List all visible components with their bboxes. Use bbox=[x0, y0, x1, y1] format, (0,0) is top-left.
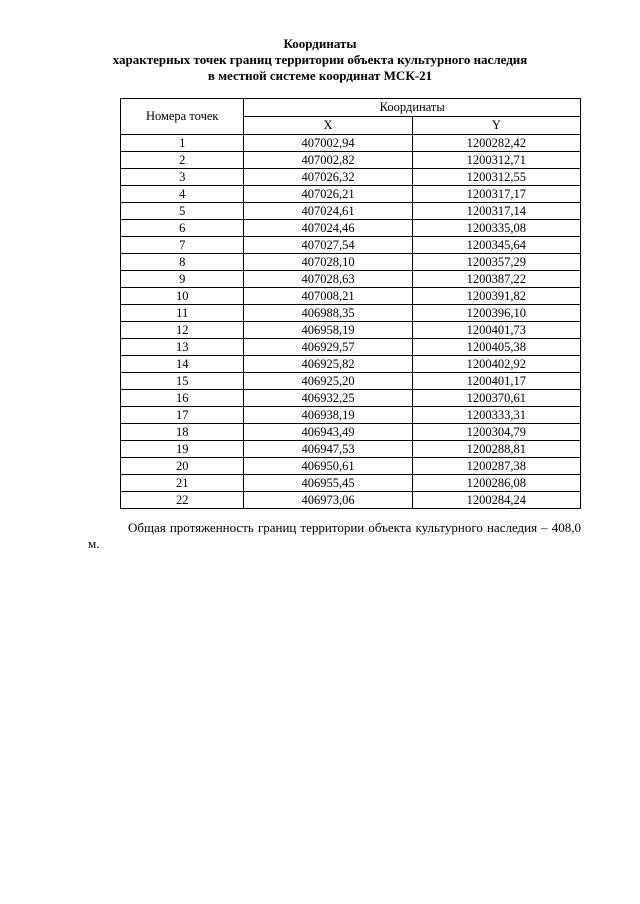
x-coordinate-cell: 406947,53 bbox=[244, 441, 412, 458]
x-coordinate-cell: 406973,06 bbox=[244, 492, 412, 509]
point-number-cell: 14 bbox=[121, 356, 244, 373]
x-coordinate-cell: 407024,61 bbox=[244, 203, 412, 220]
x-coordinate-cell: 406950,61 bbox=[244, 458, 412, 475]
y-coordinate-cell: 1200287,38 bbox=[412, 458, 580, 475]
point-number-cell: 6 bbox=[121, 220, 244, 237]
y-coordinate-cell: 1200401,17 bbox=[412, 373, 580, 390]
x-coordinate-cell: 407028,63 bbox=[244, 271, 412, 288]
table-row bbox=[121, 271, 581, 288]
point-number-cell: 9 bbox=[121, 271, 244, 288]
header-coordinates: Координаты bbox=[244, 99, 581, 117]
header-x: X bbox=[244, 117, 412, 135]
y-coordinate-cell: 1200391,82 bbox=[412, 288, 580, 305]
y-coordinate-cell: 1200396,10 bbox=[412, 305, 580, 322]
table-row bbox=[121, 441, 581, 458]
y-coordinate-cell: 1200317,14 bbox=[412, 203, 580, 220]
table-row bbox=[121, 203, 581, 220]
table-row bbox=[121, 152, 581, 169]
y-coordinate-cell: 1200357,29 bbox=[412, 254, 580, 271]
point-number-cell: 5 bbox=[121, 203, 244, 220]
y-coordinate-cell: 1200405,38 bbox=[412, 339, 580, 356]
table-row bbox=[121, 169, 581, 186]
table-row bbox=[121, 186, 581, 203]
x-coordinate-cell: 407026,21 bbox=[244, 186, 412, 203]
y-coordinate-cell: 1200317,17 bbox=[412, 186, 580, 203]
x-coordinate-cell: 406943,49 bbox=[244, 424, 412, 441]
table-row bbox=[121, 237, 581, 254]
table-row bbox=[121, 373, 581, 390]
table-row bbox=[121, 475, 581, 492]
table-row bbox=[121, 424, 581, 441]
y-coordinate-cell: 1200286,08 bbox=[412, 475, 580, 492]
table-row bbox=[121, 390, 581, 407]
y-coordinate-cell: 1200312,71 bbox=[412, 152, 580, 169]
table-row bbox=[121, 322, 581, 339]
point-number-cell: 12 bbox=[121, 322, 244, 339]
point-number-cell: 4 bbox=[121, 186, 244, 203]
point-number-cell: 10 bbox=[121, 288, 244, 305]
x-coordinate-cell: 406932,25 bbox=[244, 390, 412, 407]
boundary-length-note: Общая протяженность границ территории объекта культурного наследия – 408,0 м. bbox=[88, 520, 581, 551]
title-line-3: в местной системе координат МСК-21 bbox=[207, 68, 433, 83]
table-row bbox=[121, 458, 581, 475]
x-coordinate-cell: 406955,45 bbox=[244, 475, 412, 492]
x-coordinate-cell: 406929,57 bbox=[244, 339, 412, 356]
y-coordinate-cell: 1200333,31 bbox=[412, 407, 580, 424]
point-number-cell: 17 bbox=[121, 407, 244, 424]
table-row bbox=[121, 135, 581, 152]
point-number-cell: 3 bbox=[121, 169, 244, 186]
table-row bbox=[121, 356, 581, 373]
table-row bbox=[121, 254, 581, 271]
y-coordinate-cell: 1200345,64 bbox=[412, 237, 580, 254]
table-body bbox=[121, 135, 581, 509]
point-number-cell: 2 bbox=[121, 152, 244, 169]
coordinates-table bbox=[120, 98, 581, 509]
point-number-cell: 21 bbox=[121, 475, 244, 492]
point-number-cell: 22 bbox=[121, 492, 244, 509]
x-coordinate-cell: 406958,19 bbox=[244, 322, 412, 339]
point-number-cell: 16 bbox=[121, 390, 244, 407]
x-coordinate-cell: 407026,32 bbox=[244, 169, 412, 186]
point-number-cell: 19 bbox=[121, 441, 244, 458]
point-number-cell: 18 bbox=[121, 424, 244, 441]
x-coordinate-cell: 407027,54 bbox=[244, 237, 412, 254]
y-coordinate-cell: 1200387,22 bbox=[412, 271, 580, 288]
x-coordinate-cell: 406938,19 bbox=[244, 407, 412, 424]
point-number-cell: 13 bbox=[121, 339, 244, 356]
y-coordinate-cell: 1200282,42 bbox=[412, 135, 580, 152]
x-coordinate-cell: 406925,20 bbox=[244, 373, 412, 390]
point-number-cell: 11 bbox=[121, 305, 244, 322]
title-line-2: характерных точек границ территории объекта культурного наследия bbox=[112, 52, 528, 67]
point-number-cell: 20 bbox=[121, 458, 244, 475]
header-point-numbers: Номера точек bbox=[121, 99, 244, 135]
y-coordinate-cell: 1200401,73 bbox=[412, 322, 580, 339]
x-coordinate-cell: 407024,46 bbox=[244, 220, 412, 237]
table-row bbox=[121, 305, 581, 322]
table-row bbox=[121, 220, 581, 237]
table-row bbox=[121, 492, 581, 509]
y-coordinate-cell: 1200335,08 bbox=[412, 220, 580, 237]
point-number-cell: 8 bbox=[121, 254, 244, 271]
table-row bbox=[121, 339, 581, 356]
y-coordinate-cell: 1200402,92 bbox=[412, 356, 580, 373]
y-coordinate-cell: 1200304,79 bbox=[412, 424, 580, 441]
point-number-cell: 1 bbox=[121, 135, 244, 152]
header-y: Y bbox=[412, 117, 580, 135]
x-coordinate-cell: 407028,10 bbox=[244, 254, 412, 271]
document-title bbox=[0, 36, 640, 84]
y-coordinate-cell: 1200312,55 bbox=[412, 169, 580, 186]
point-number-cell: 15 bbox=[121, 373, 244, 390]
title-line-1: Координаты bbox=[283, 36, 357, 51]
x-coordinate-cell: 406988,35 bbox=[244, 305, 412, 322]
point-number-cell: 7 bbox=[121, 237, 244, 254]
y-coordinate-cell: 1200284,24 bbox=[412, 492, 580, 509]
table-row bbox=[121, 288, 581, 305]
y-coordinate-cell: 1200288,81 bbox=[412, 441, 580, 458]
x-coordinate-cell: 407002,82 bbox=[244, 152, 412, 169]
x-coordinate-cell: 407002,94 bbox=[244, 135, 412, 152]
table-row bbox=[121, 407, 581, 424]
x-coordinate-cell: 407008,21 bbox=[244, 288, 412, 305]
x-coordinate-cell: 406925,82 bbox=[244, 356, 412, 373]
y-coordinate-cell: 1200370,61 bbox=[412, 390, 580, 407]
